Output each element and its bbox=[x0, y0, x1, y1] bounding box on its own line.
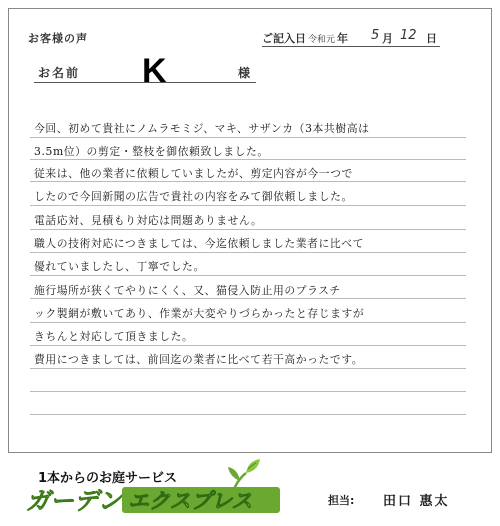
month-handwritten: 5 bbox=[371, 28, 380, 43]
comment-line: ック製網が敷いてあり、作業が大変やりづらかったと存じますが bbox=[34, 307, 365, 320]
year-label: 年 bbox=[337, 32, 348, 45]
staff-label: 担当: bbox=[328, 494, 355, 507]
comment-line: 3.5m位）の剪定・整枝を御依頼致しました。 bbox=[34, 145, 269, 158]
name-underline bbox=[34, 82, 256, 83]
staff-name: 田口 惠太 bbox=[383, 494, 450, 509]
ruled-line bbox=[30, 368, 466, 369]
ruled-line bbox=[30, 298, 466, 299]
comment-line: 職人の技術対応につきましては、今迄依頼しました業者に比べて bbox=[34, 237, 365, 250]
ruled-line bbox=[30, 137, 466, 138]
comment-line: したので今回新聞の広告で貴社の内容をみて御依頼しました。 bbox=[34, 190, 353, 203]
comment-line: 従来は、他の業者に依頼していましたが、剪定内容が今一つで bbox=[34, 167, 353, 180]
era-handwritten: 令和元 bbox=[308, 35, 336, 45]
form-title: お客様の声 bbox=[28, 32, 88, 45]
ruled-line bbox=[30, 275, 466, 276]
comment-line: きちんと対応して頂きました。 bbox=[34, 330, 194, 343]
ruled-line bbox=[30, 252, 466, 253]
logo-text-styled: エクスプレス bbox=[128, 489, 253, 513]
ruled-line bbox=[30, 229, 466, 230]
ruled-line bbox=[30, 391, 466, 392]
comment-line: 費用につきましては、前回迄の業者に比べて若干高かったです。 bbox=[34, 353, 364, 366]
comment-line: 電話応対、見積もり対応は問題ありません。 bbox=[34, 214, 263, 227]
name-label: お名前 bbox=[38, 66, 81, 80]
comment-line: 今回、初めて貴社にノムラモミジ、マキ、サザンカ（3本共樹高は bbox=[34, 122, 370, 135]
ruled-line bbox=[30, 345, 466, 346]
comment-line: 施行場所が狭くてやりにくく、又、猫侵入防止用のプラスチ bbox=[34, 284, 341, 297]
comment-line: 優れていましたし、丁寧でした。 bbox=[34, 260, 205, 273]
ruled-line bbox=[30, 322, 466, 323]
customer-name: K bbox=[142, 52, 167, 90]
ruled-line bbox=[30, 205, 466, 206]
ruled-line bbox=[30, 181, 466, 182]
honorific-label: 様 bbox=[238, 66, 251, 80]
logo-text-plain: ガーデン bbox=[26, 487, 122, 515]
day-handwritten: 12 bbox=[400, 28, 417, 43]
day-label: 日 bbox=[426, 32, 437, 45]
service-tagline: 1本からのお庭サービス bbox=[38, 471, 178, 486]
date-underline bbox=[262, 46, 440, 47]
date-label: ご記入日 bbox=[262, 32, 306, 45]
company-logo bbox=[24, 484, 284, 516]
ruled-line bbox=[30, 159, 466, 160]
month-label: 月 bbox=[382, 32, 393, 45]
ruled-line bbox=[30, 414, 466, 415]
